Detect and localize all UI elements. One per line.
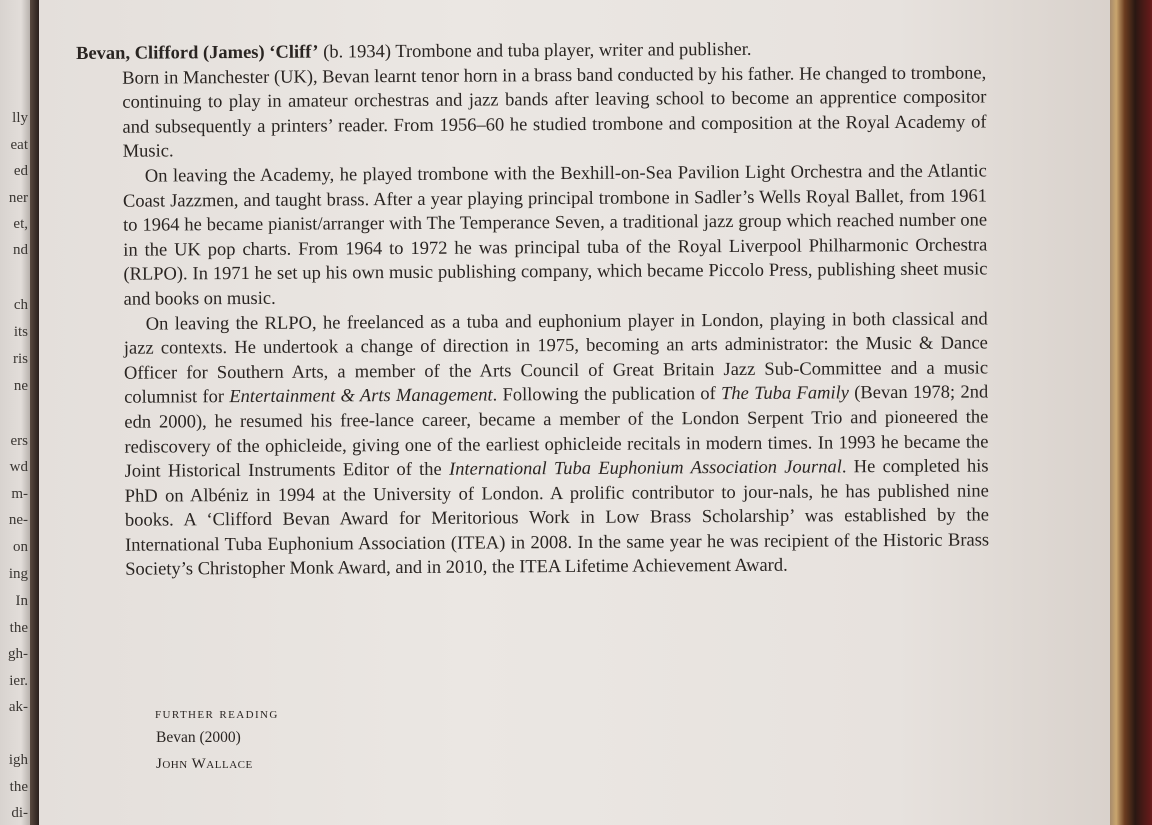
adjacent-page-text-fragment: di-: [11, 805, 28, 821]
entry-paragraph-3: [78, 307, 990, 583]
adjacent-page-text-fragment: ris: [13, 351, 28, 367]
further-reading-heading: further reading: [155, 706, 279, 722]
adjacent-page-text-fragment: ak-: [8, 699, 28, 715]
p3-text-d: . He completed his PhD on Albéniz in 1994 at the University of London. A prolific contributor to jour-nals, he has published nine books. A ‘Clifford Bevan Award for Meritorious Work in Low Brass Scholarship’ was established by the International Tuba Euphonium Association (ITEA) in 2008. In the same year he was recipient of the Historic Brass Society’s Christopher Monk Award, and in 2010, the ITEA Lifetime Achievement Award.: [124, 456, 990, 581]
adjacent-page-text-fragment: In: [15, 593, 28, 609]
adjacent-page-text-fragment: igh: [8, 752, 28, 768]
adjacent-page-text-fragment: ers: [10, 433, 28, 449]
adjacent-page-text-fragment: on: [13, 539, 28, 555]
entry-paragraph-2: On leaving the Academy, he played trombone with the Bexhill-on-Sea Pavilion Light Orchestra and the Atlantic Coast Jazzmen, and taught brass. After a year playing principal trombone in Sadler’s Wells Royal Ballet, from 1961 to 1964 he became pianist/arranger with The Temperance Seven, a traditional jazz group which reached number one in the UK pop charts. From 1964 to 1972 he was principal tuba of the Royal Liverpool Philharmonic Orchestra (RLPO). In 1971 he set up his own music publishing company, which became Piccolo Press, publishing sheet music and books on music.: [122, 161, 988, 310]
entry-head-description: (b. 1934) Trombone and tuba player, writer and publisher.: [318, 39, 752, 63]
p3-italic-journal: International Tuba Euphonium Association Journal: [448, 457, 842, 480]
adjacent-page-text-fragment: lly: [12, 110, 28, 126]
adjacent-page-text-fragment: ne: [13, 378, 28, 394]
adjacent-page-text-fragment: its: [13, 324, 28, 340]
adjacent-page-text-fragment: ing: [8, 566, 28, 582]
p3-text-a: On leaving the RLPO, he freelanced as a tuba and euphonium player in London, playing in both classical and jazz contexts. He undertook a change of direction in 1975, becoming an arts administrator: the Music & Dance Officer for Southern Arts, a member of the Arts Council of Great Britain Jazz Sub-Committee and a music columnist for: [123, 308, 989, 409]
entry-author: John Wallace: [156, 756, 253, 772]
p3-italic-publication: Entertainment & Arts Management: [229, 385, 493, 408]
adjacent-page-text-fragment: eat: [10, 137, 28, 153]
adjacent-page-text-fragment: ed: [13, 163, 28, 179]
further-reading-reference: Bevan (2000): [156, 729, 241, 746]
p3-italic-book: The Tuba Family: [721, 383, 849, 405]
adjacent-page-text-fragment: ne-: [8, 512, 28, 528]
entry-headword: Bevan, Clifford (James) ‘Cliff’: [76, 42, 319, 64]
adjacent-page-text-fragment: ner: [8, 190, 28, 206]
adjacent-page-text-fragment: et,: [13, 216, 28, 232]
adjacent-page-edge: [0, 0, 30, 825]
p3-text-b: . Following the publication of: [492, 384, 722, 406]
adjacent-page-text-fragment: wd: [9, 459, 28, 475]
book-cover-edge: [1110, 0, 1152, 825]
adjacent-page-text-fragment: nd: [13, 242, 28, 258]
p3-text-c: (Bevan 1978; 2nd edn 2000), he resumed his free-lance career, became a member of the London Serpent Trio and pioneered the rediscovery of the ophicleide, giving one of the earliest ophicleide recitals in modern times. In 1993 he became the Joint Historical Instruments Editor of the: [124, 382, 989, 482]
adjacent-page-text-fragment: ier.: [9, 673, 28, 689]
adjacent-page-text-fragment: the: [9, 779, 28, 795]
encyclopedia-entry: [76, 36, 989, 583]
adjacent-page-text-fragment: gh-: [8, 646, 28, 662]
adjacent-page-text-fragment: the: [9, 620, 28, 636]
book-gutter: [30, 0, 39, 825]
entry-paragraph-1: Born in Manchester (UK), Bevan learnt tenor horn in a brass band conducted by his father. He changed to trombone, continuing to play in amateur orchestras and jazz bands after leaving school to become an apprentice compositor and subsequently a printers’ reader. From 1956–60 he studied trombone and composition at the Royal Academy of Music.: [122, 63, 987, 163]
adjacent-page-text-fragment: m-: [11, 486, 28, 502]
adjacent-page-text-fragment: ch: [13, 297, 28, 313]
